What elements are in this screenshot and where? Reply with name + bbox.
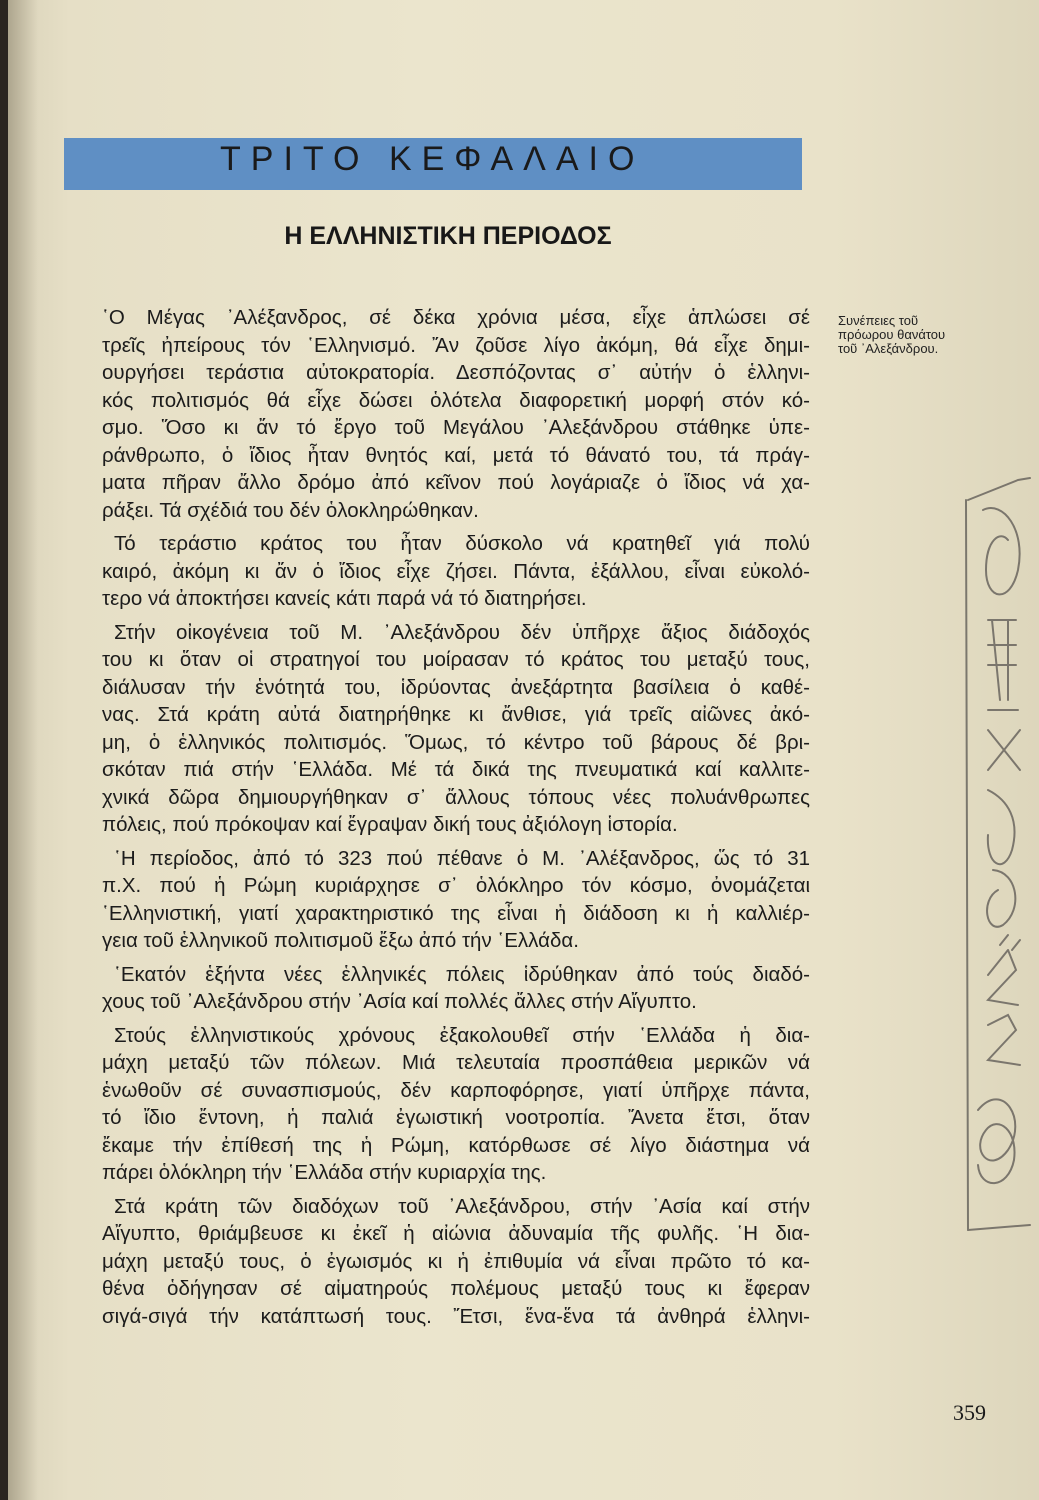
text-line: Τό τεράστιο κράτος του ἦταν δύσκολο νά κρατηθεῖ γιά πολύ — [114, 532, 810, 555]
text-line: ἑνωθοῦν σέ συνασπισμούς, δέν καρποφόρησε, γιατί ὑπῆρχε πάντα, — [102, 1078, 810, 1102]
text-line: ράξει. Τά σχέδιά του δέν ὁλοκληρώθηκαν. — [102, 498, 479, 522]
text-line: γεια τοῦ ἑλληνικοῦ πολιτισμοῦ ἔξω ἀπό τήν ῾Ελλάδα. — [102, 929, 579, 952]
paragraph — [90, 845, 810, 955]
text-line: ράνθρωπο, ὁ ἴδιος ἦταν θνητός καί, μετά τό θάνατό του, τά πράγ- — [102, 443, 810, 467]
text-line: διάλυσαν τήν ἑνότητά του, ἱδρύοντας ἀνεξάρτητα βασίλεια ὁ καθέ- — [102, 675, 810, 699]
text-line: ουργήσει τεράστια αὐτοκρατορία. Δεσπόζοντας σ᾿ αὐτήν ὁ ἑλληνι- — [102, 361, 810, 384]
page-number: 359 — [953, 1400, 986, 1425]
paragraph — [90, 1193, 810, 1331]
paragraph — [90, 530, 810, 613]
text-line: του κι ὅταν οἱ στρατηγοί του μοίρασαν τό κράτος του μεταξύ τους, — [102, 648, 810, 671]
margin-note-line: πρόωρου θανάτου — [838, 327, 946, 342]
text-line: χους τοῦ ᾿Αλεξάνδρου στήν ᾿Ασία καί πολλές ἄλλες στήν Αἴγυπτο. — [102, 990, 697, 1013]
margin-note-line: τοῦ ᾿Αλεξάνδρου. — [838, 341, 939, 356]
paragraph — [90, 304, 810, 524]
text-line: π.Χ. πού ἡ Ρώμη κυριάρχησε σ᾿ ὁλόκληρο τόν κόσμο, ὀνομάζεται — [102, 874, 810, 897]
chapter-banner — [64, 138, 802, 190]
text-line: σιγά-σιγά τήν κατάπτωσή τους. Ἔτσι, ἕνα-ἕνα τά ἀνθηρά ἑλληνι- — [102, 1304, 810, 1328]
margin-note-line: Συνέπειες τοῦ — [838, 313, 919, 328]
pencil-scribble-icon — [908, 470, 1038, 1250]
text-line: σκόταν πιά στήν ῾Ελλάδα. Μέ τά δικά της πνευματικά καί καλλιτε- — [102, 758, 810, 781]
section-title: Η ΕΛΛΗΝΙΣΤΙΚΗ ΠΕΡΙΟΔΟΣ — [284, 222, 612, 250]
text-line: πάρει ὁλόκληρη τήν ῾Ελλάδα στήν κυριαρχία της. — [102, 1161, 547, 1184]
text-line: τό ἴδιο ἔντονη, ἡ παλιά ἐγωιστική νοοτροπία. Ἄνετα ἔτσι, ὅταν — [102, 1106, 810, 1129]
margin-note — [838, 314, 1008, 356]
text-line: τερο νά ἀποκτήσει κανείς κάτι παρά νά τό διατηρήσει. — [102, 587, 587, 610]
paragraph — [90, 619, 810, 839]
body-text — [90, 304, 810, 1336]
text-line: ματα πῆραν ἄλλο δρόμο ἀπό κεῖνον πού λογάριαζε ὁ ἴδιος νά χα- — [102, 471, 810, 494]
book-page — [8, 0, 1039, 1500]
text-line: πόλεις, πού πρόκοψαν καί ἔγραψαν δική τους ἀξιόλογη ἱστορία. — [102, 813, 678, 836]
paragraph — [90, 961, 810, 1016]
paragraph — [90, 1022, 810, 1187]
text-line: Στούς ἑλληνιστικούς χρόνους ἐξακολουθεῖ στήν ῾Ελλάδα ἡ δια- — [114, 1023, 810, 1047]
text-line: ῾Ελληνιστική, γιατί χαρακτηριστικό της εἶναι ἡ διάδοση κι ἡ καλλιέρ- — [102, 901, 810, 925]
chapter-title: ΤΡΙΤΟ ΚΕΦΑΛΑΙΟ — [220, 140, 645, 178]
text-line: ῾Ο Μέγας ᾿Αλέξανδρος, σέ δέκα χρόνια μέσα, εἶχε ἁπλώσει σέ — [102, 306, 810, 329]
text-line: Αἴγυπτο, θριάμβευσε κι ἐκεῖ ἡ αἰώνια ἀδυναμία τῆς φυλῆς. ῾Η δια- — [102, 1222, 810, 1245]
text-line: μάχη μεταξύ τους, ὁ ἐγωισμός κι ἡ ἐπιθυμία νά εἶναι πρῶτο τό κα- — [102, 1249, 810, 1273]
text-line: ἔκαμε τήν ἐπίθεσή της ἡ Ρώμη, κατόρθωσε σέ λίγο διάστημα νά — [102, 1133, 810, 1157]
text-line: μη, ὁ ἑλληνικός πολιτισμός. Ὅμως, τό κέντρο τοῦ βάρους δέ βρι- — [102, 730, 810, 754]
text-line: Στήν οἰκογένεια τοῦ Μ. ᾿Αλεξάνδρου δέν ὑπῆρχε ἄξιος διάδοχός — [114, 620, 810, 644]
text-line: ῾Η περίοδος, ἀπό τό 323 πού πέθανε ὁ Μ. ᾿Αλέξανδρος, ὥς τό 31 — [114, 846, 810, 870]
text-line: τρεῖς ἠπείρους τόν ῾Ελληνισμό. Ἄν ζοῦσε λίγο ἀκόμη, θά εἶχε δημι- — [102, 333, 810, 357]
text-line: καιρό, ἀκόμη κι ἄν ὁ ἴδιος εἶχε ζήσει. Πάντα, ἐξάλλου, εἶναι εὐκολό- — [102, 559, 810, 583]
text-line: Στά κράτη τῶν διαδόχων τοῦ ᾿Αλεξάνδρου, στήν ᾿Ασία καί στήν — [114, 1194, 810, 1218]
text-line: σμο. Ὅσο κι ἄν τό ἔργο τοῦ Μεγάλου ᾿Αλεξάνδρου στάθηκε ὑπε- — [102, 416, 810, 439]
text-line: νας. Στά κράτη αὐτά διατηρήθηκε κι ἄνθισε, γιά τρεῖς αἰῶνες ἀκό- — [102, 703, 810, 726]
text-line: θένα ὁδήγησαν σέ αἱματηρούς πολέμους μεταξύ τους κι ἔφεραν — [102, 1277, 810, 1300]
text-line: μάχη μεταξύ τῶν πόλεων. Μιά τελευταία προσπάθεια μερικῶν νά — [102, 1051, 810, 1074]
text-line: ῾Εκατόν ἑξήντα νέες ἑλληνικές πόλεις ἱδρύθηκαν ἀπό τούς διαδό- — [114, 962, 810, 986]
text-line: κός πολιτισμός θά εἶχε δώσει ὁλότελα διαφορετική μορφή στόν κό- — [102, 388, 810, 412]
text-line: χνικά δῶρα δημιουργήθηκαν σ᾿ ἄλλους τόπους νέες πολυάνθρωπες — [102, 785, 810, 809]
